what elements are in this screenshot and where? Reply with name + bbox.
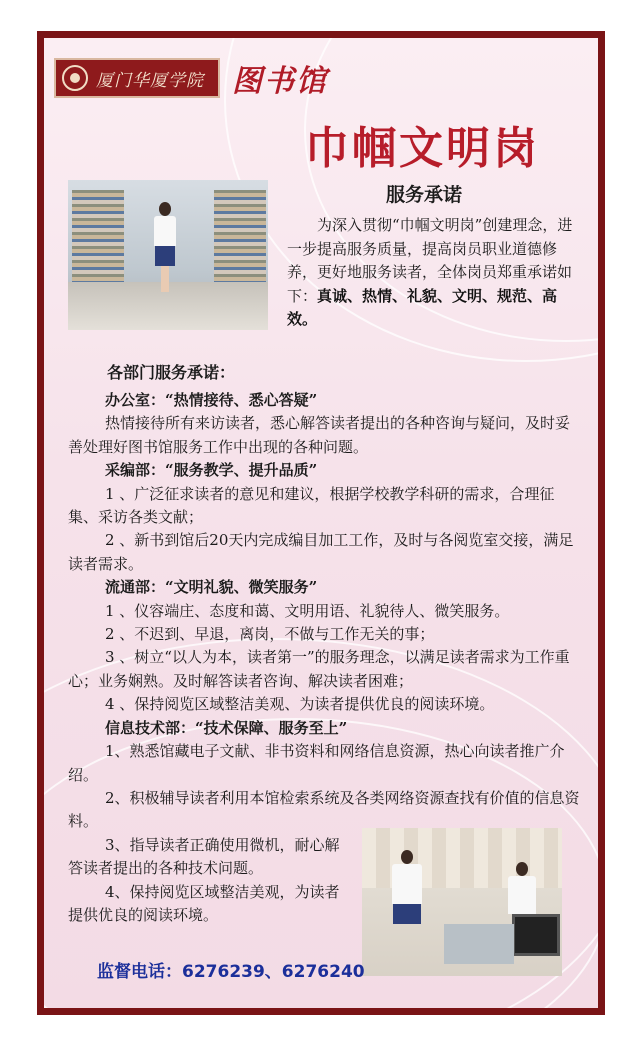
school-logo xyxy=(54,58,220,98)
supervision-phone: 监督电话：6276239、6276240 xyxy=(97,962,365,982)
it-item: 2、积极辅导读者利用本馆检索系统及各类网络资源查找有价值的信息资料。 xyxy=(68,788,580,831)
library-staff-photo xyxy=(68,180,268,330)
intro-text: 为深入贯彻“巾帼文明岗”创建理念，进一步提高服务质量，提高岗员职业道德修养，更好地服务读者，全体岗员郑重承诺如下： xyxy=(287,216,573,305)
school-name: 厦门华厦学院 xyxy=(96,70,204,91)
page-title: 巾帼文明岗 xyxy=(305,123,540,174)
it-item: 1、熟悉馆藏电子文献、非书资料和网络信息资源，热心向读者推广介绍。 xyxy=(68,742,565,784)
school-emblem-icon xyxy=(62,65,88,91)
staff-figure xyxy=(392,850,422,924)
acquisition-item: 1 、广泛征求读者的意见和建议，根据学校教学科研的需求，合理征集、采访各类文献； xyxy=(68,484,555,527)
it-staff-photo xyxy=(362,828,562,976)
it-item: 3、指导读者正确使用微机，耐心解答读者提出的各种技术问题。 xyxy=(68,835,340,878)
departments-heading: 各部门服务承诺： xyxy=(107,363,236,382)
circulation-item: 2 、不迟到、早退，离岗，不做与工作无关的事； xyxy=(105,625,435,644)
it-heading: 信息技术部：“技术保障、服务至上” xyxy=(105,718,348,737)
promise-values: 真诚、热情、礼貌、文明、规范、高效。 xyxy=(287,286,558,328)
acquisition-item: 2 、新书到馆后20天内完成编目加工工作，及时与各阅览室交接，满足读者需求。 xyxy=(68,531,574,573)
staff-figure xyxy=(154,202,176,292)
circulation-item: 3 、树立“以人为本，读者第一”的服务理念，以满足读者需求为工作重心；业务娴熟。及时解答读者咨询、解决读者困难； xyxy=(68,648,570,690)
circulation-item: 4 、保持阅览区域整洁美观、为读者提供优良的阅读环境。 xyxy=(105,695,495,714)
office-text: 热情接待所有来访读者，悉心解答读者提出的各种咨询与疑问，及时妥善处理好图书馆服务工作中出现的各种问题。 xyxy=(68,414,571,456)
computer-monitor-graphic xyxy=(512,914,560,956)
acquisition-heading: 采编部：“服务教学、提升品质” xyxy=(105,461,318,480)
office-heading: 办公室：“热情接待、悉心答疑” xyxy=(105,391,318,409)
circulation-item: 1 、仪容端庄、态度和蔼、文明用语、礼貌待人、微笑服务。 xyxy=(105,601,510,620)
library-name: 图书馆 xyxy=(232,64,328,99)
service-promise-intro xyxy=(287,214,577,332)
it-item: 4、保持阅览区域整洁美观，为读者提供优良的阅读环境。 xyxy=(68,882,340,924)
service-promise-title: 服务承诺 xyxy=(386,184,463,206)
circulation-heading: 流通部：“文明礼貌、微笑服务” xyxy=(105,578,318,597)
staff-figure xyxy=(508,862,536,914)
desk-graphic xyxy=(444,924,514,964)
